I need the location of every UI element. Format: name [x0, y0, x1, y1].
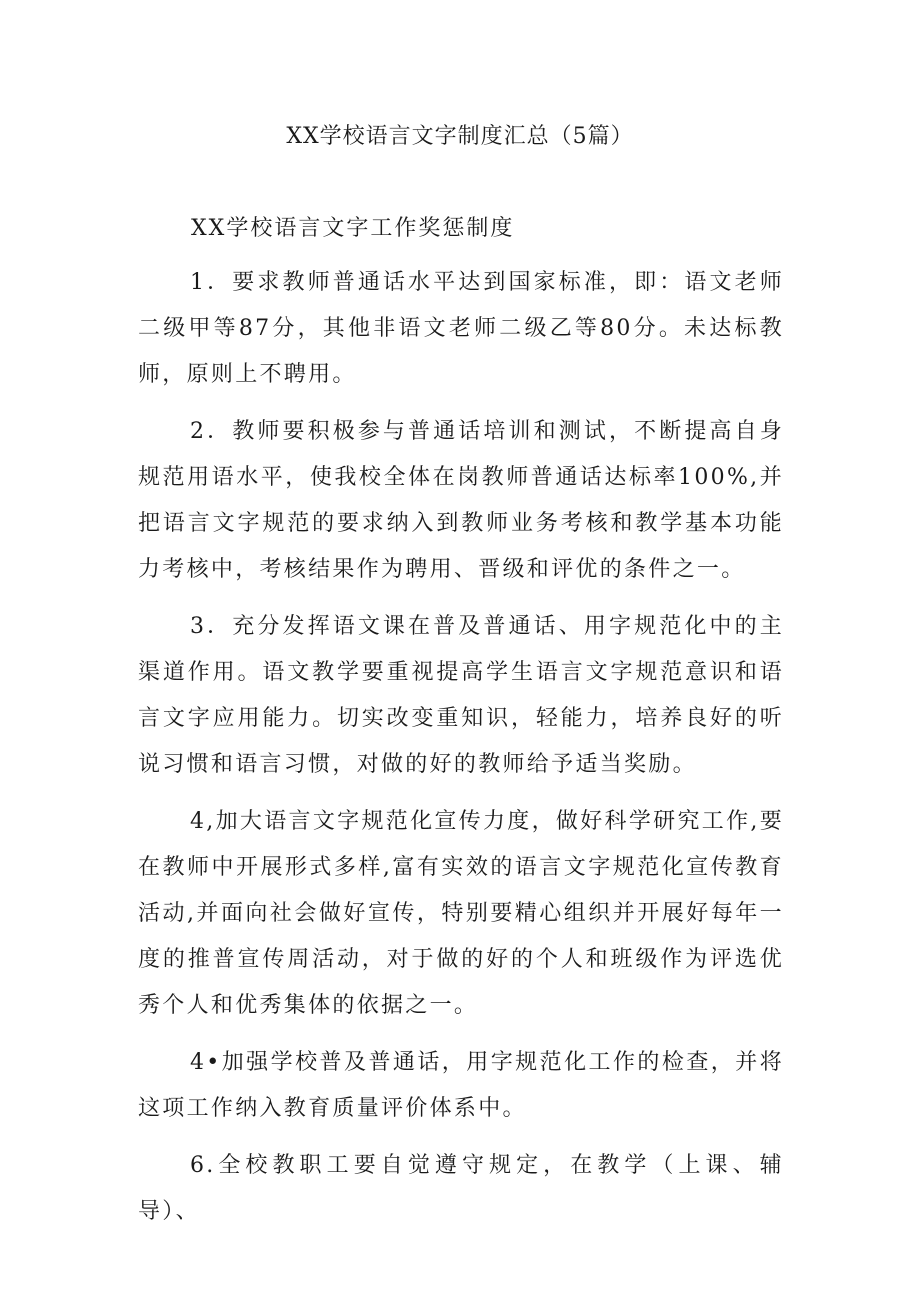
paragraph-5: 4•加强学校普及普通话，用字规范化工作的检查，并将这项工作纳入教育质量评价体系中。: [138, 1050, 784, 1121]
paragraph-6: 6.全校教职工要自觉遵守规定，在教学（上课、辅导）、: [138, 1153, 784, 1224]
document-title: XX学校语言文字制度汇总（5篇）: [286, 124, 634, 149]
paragraph-2: 2．教师要积极参与普通话培训和测试，不断提高自身规范用语水平，使我校全体在岗教师普通话达标率100%,并把语言文字规范的要求纳入到教师业务考核和教学基本功能力考核中，考核结果作为聘用、晋级和评优的条件之一。: [138, 419, 784, 582]
paragraph-3: 3．充分发挥语文课在普及普通话、用字规范化中的主渠道作用。语文教学要重视提高学生语言文字规范意识和语言文字应用能力。切实改变重知识，轻能力，培养良好的听说习惯和语言习惯，对做的好的教师给予适当奖励。: [138, 614, 784, 777]
paragraph-4: 4,加大语言文字规范化宣传力度，做好科学研究工作,要在教师中开展形式多样,富有实效的语言文字规范化宣传教育活动,并面向社会做好宣传，特别要精心组织并开展好每年一度的推普宣传周活动，对于做的好的个人和班级作为评选优秀个人和优秀集体的依据之一。: [138, 809, 784, 1018]
section-heading: XX学校语言文字工作奖惩制度: [191, 216, 515, 241]
document-body: [138, 260, 784, 1246]
paragraph-1: 1．要求教师普通话水平达到国家标准，即：语文老师二级甲等87分，其他非语文老师二级乙等80分。未达标教师，原则上不聘用。: [138, 270, 784, 387]
